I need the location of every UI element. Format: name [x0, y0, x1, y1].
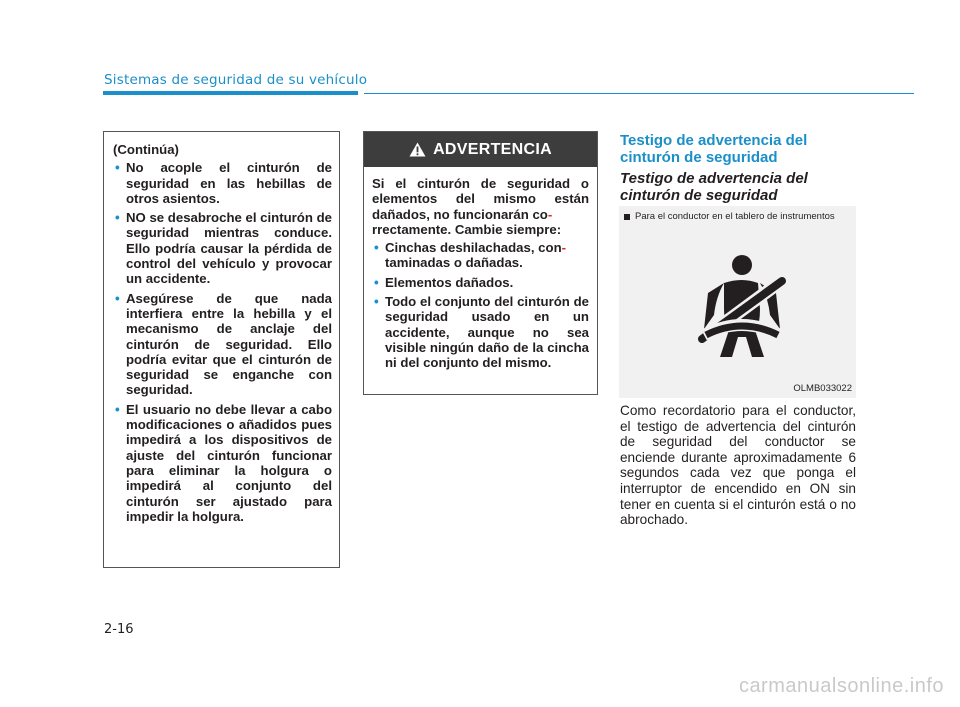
- bullet-icon: •: [115, 210, 120, 226]
- bullet-icon: •: [115, 160, 120, 176]
- warning-label: ADVERTENCIA: [433, 140, 552, 158]
- list-item: • El usuario no debe llevar a cabo modificaciones o añadidos pues impedirá a los dispositivos de ajuste del cinturón funcionar para eliminar la holgura o impedirá al conjunto del cinturón ser ajustado para impedir la holgura.: [115, 401, 332, 524]
- figure-caption: Para el conductor en el tablero de instrumentos: [624, 211, 835, 222]
- warning-body: [364, 167, 597, 371]
- list-item: • NO se desabroche el cinturón de seguridad mientras conduce. Ello podría causar la pérdida de control del vehículo y provocar un accidente.: [115, 210, 332, 287]
- warning-intro: Si el cinturón de seguridad o elementos del mismo están dañados, no funcionarán co- rrectamente. Cambie siempre:: [372, 176, 589, 237]
- header-rule-thin: [364, 93, 914, 94]
- section-subheading: Testigo de advertencia del cinturón de seguridad: [620, 170, 808, 204]
- hyphen-mark: -: [547, 206, 553, 222]
- page-number: 2-16: [104, 622, 134, 637]
- square-bullet-icon: [624, 214, 630, 220]
- body-paragraph: Como recordatorio para el conductor, el testigo de advertencia del cinturón de seguridad del conductor se enciende durante aproximadamente 6 segundos cada vez que ponga el interruptor de encendido en ON sin tener en cuenta si el cinturón está o no abrochado.: [620, 403, 856, 528]
- list-item: • Todo el conjunto del cinturón de seguridad usado en un accidente, aunque no sea visible ningún daño de la cincha ni del conjunto del mismo.: [374, 294, 589, 371]
- figure-code: OLMB033022: [793, 383, 852, 394]
- watermark: carmanualsonline.info: [738, 675, 944, 697]
- list-item: • Asegúrese de que nada interfiera entre la hebilla y el mecanismo de anclaje del cinturón de seguridad. Ello podría evitar que el cinturón de seguridad se enganche con seguridad.: [115, 290, 332, 398]
- list-item: • Elementos dañados.: [374, 274, 514, 290]
- bullet-icon: •: [374, 240, 379, 256]
- bullet-icon: •: [374, 274, 379, 290]
- list-item: • Cinchas deshilachadas, con- taminadas o dañadas.: [374, 240, 567, 271]
- hyphen-mark: -: [561, 240, 567, 256]
- section-title: Sistemas de seguridad de su vehículo: [104, 72, 368, 88]
- continued-label: (Continúa): [113, 142, 179, 157]
- warning-triangle-icon: [409, 142, 426, 157]
- seatbelt-warning-icon: [694, 253, 790, 361]
- list-item: • No acople el cinturón de seguridad en las hebillas de otros asientos.: [115, 160, 332, 206]
- bullet-icon: •: [115, 401, 120, 417]
- warning-items: [372, 240, 589, 370]
- continued-warning-box: [103, 131, 340, 568]
- bullet-icon: •: [374, 294, 379, 310]
- warning-list: [113, 160, 332, 524]
- header-rule-thick: [103, 91, 358, 95]
- seatbelt-figure: [619, 206, 856, 398]
- bullet-icon: •: [115, 290, 120, 306]
- warning-box: [363, 131, 598, 395]
- section-heading: Testigo de advertencia del cinturón de seguridad: [620, 132, 808, 166]
- warning-header: [364, 132, 597, 167]
